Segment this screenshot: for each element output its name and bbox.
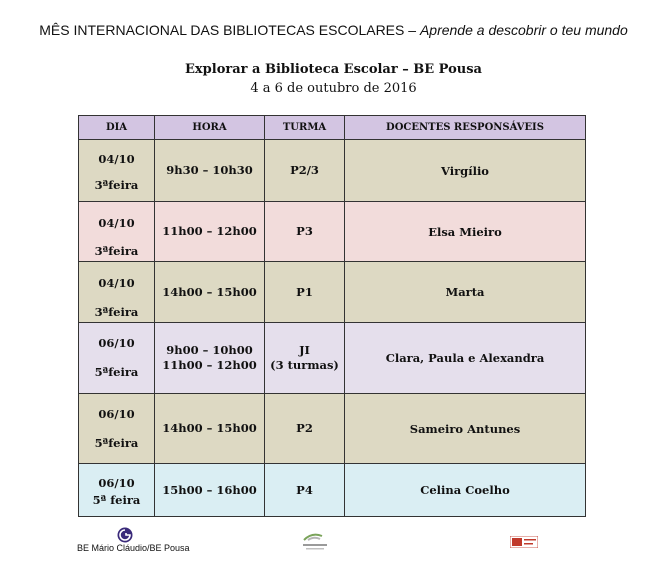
turma-label: P2/3 xyxy=(290,163,319,177)
time-label: 14h00 – 15h00 xyxy=(162,284,257,299)
cell-hora xyxy=(155,202,265,262)
cell-dia xyxy=(79,140,155,202)
time-label: 9h30 – 10h30 xyxy=(166,163,253,177)
cell-docentes xyxy=(345,140,586,202)
date-label: 06/10 xyxy=(98,336,135,350)
table-row xyxy=(79,140,586,202)
cell-dia xyxy=(79,464,155,517)
cell-dia xyxy=(79,394,155,464)
table-row xyxy=(79,464,586,517)
cell-docentes xyxy=(345,464,586,517)
cell-docentes xyxy=(345,202,586,262)
header-hora: HORA xyxy=(155,116,265,140)
table-row xyxy=(79,202,586,262)
turma-label-2: (3 turmas) xyxy=(270,358,339,372)
turma-label: P3 xyxy=(296,224,313,238)
time-label: 9h00 – 10h00 xyxy=(166,343,253,357)
cell-dia xyxy=(79,202,155,262)
title-main: MÊS INTERNACIONAL DAS BIBLIOTECAS ESCOLARES xyxy=(39,22,405,38)
header-dia: DIA xyxy=(79,116,155,140)
docentes-label: Elsa Mieiro xyxy=(428,224,502,239)
footer-be-text: BE Mário Cláudio/BE Pousa xyxy=(77,543,190,553)
rbe-logo-icon xyxy=(510,536,538,548)
cell-turma xyxy=(265,202,345,262)
date-label: 06/10 xyxy=(98,407,135,421)
cell-turma xyxy=(265,262,345,323)
cell-turma xyxy=(265,140,345,202)
table-row xyxy=(79,323,586,394)
time-label-2: 11h00 – 12h00 xyxy=(162,358,257,372)
title-separator: – xyxy=(404,22,420,38)
cell-docentes xyxy=(345,262,586,323)
cell-hora xyxy=(155,140,265,202)
header-turma: TURMA xyxy=(265,116,345,140)
be-logo-icon xyxy=(117,527,133,543)
weekday-label: 5ª feira xyxy=(92,493,141,507)
title-italic: Aprende a descobrir o teu mundo xyxy=(419,22,628,38)
table-header-row xyxy=(79,116,586,140)
docentes-label: Celina Coelho xyxy=(420,483,510,497)
cell-turma xyxy=(265,323,345,394)
cell-docentes xyxy=(345,394,586,464)
date-label: 04/10 xyxy=(98,276,135,290)
cell-dia xyxy=(79,323,155,394)
turma-label: JI xyxy=(299,343,310,357)
cell-turma xyxy=(265,464,345,517)
date-label: 06/10 xyxy=(98,476,135,490)
weekday-label: 3ªfeira xyxy=(94,178,139,192)
cell-hora xyxy=(155,323,265,394)
cell-docentes xyxy=(345,323,586,394)
time-label: 15h00 – 16h00 xyxy=(162,482,257,497)
weekday-label: 3ªfeira xyxy=(94,305,139,319)
school-logo-icon xyxy=(300,530,330,552)
turma-label: P1 xyxy=(296,284,313,299)
time-label: 14h00 – 15h00 xyxy=(162,421,257,435)
turma-label: P2 xyxy=(296,421,313,435)
cell-hora xyxy=(155,394,265,464)
weekday-label: 3ªfeira xyxy=(94,244,139,258)
date-label: 04/10 xyxy=(98,152,135,166)
time-label: 11h00 – 12h00 xyxy=(162,224,257,238)
weekday-label: 5ªfeira xyxy=(94,436,139,450)
date-label: 04/10 xyxy=(98,216,135,230)
turma-label: P4 xyxy=(296,482,313,497)
schedule-table xyxy=(78,115,586,517)
table-row xyxy=(79,262,586,323)
weekday-label: 5ªfeira xyxy=(94,365,139,379)
docentes-label: Virgílio xyxy=(441,163,489,178)
event-dates: 4 a 6 de outubro de 2016 xyxy=(250,81,417,96)
event-title: Explorar a Biblioteca Escolar – BE Pousa xyxy=(185,62,482,77)
docentes-label: Marta xyxy=(445,285,485,299)
table-row xyxy=(79,394,586,464)
cell-dia xyxy=(79,262,155,323)
cell-turma xyxy=(265,394,345,464)
docentes-label: Clara, Paula e Alexandra xyxy=(385,351,545,365)
page-title xyxy=(0,22,667,38)
cell-hora xyxy=(155,262,265,323)
cell-hora xyxy=(155,464,265,517)
header-docentes: DOCENTES RESPONSÁVEIS xyxy=(345,116,586,140)
docentes-label: Sameiro Antunes xyxy=(409,421,521,436)
